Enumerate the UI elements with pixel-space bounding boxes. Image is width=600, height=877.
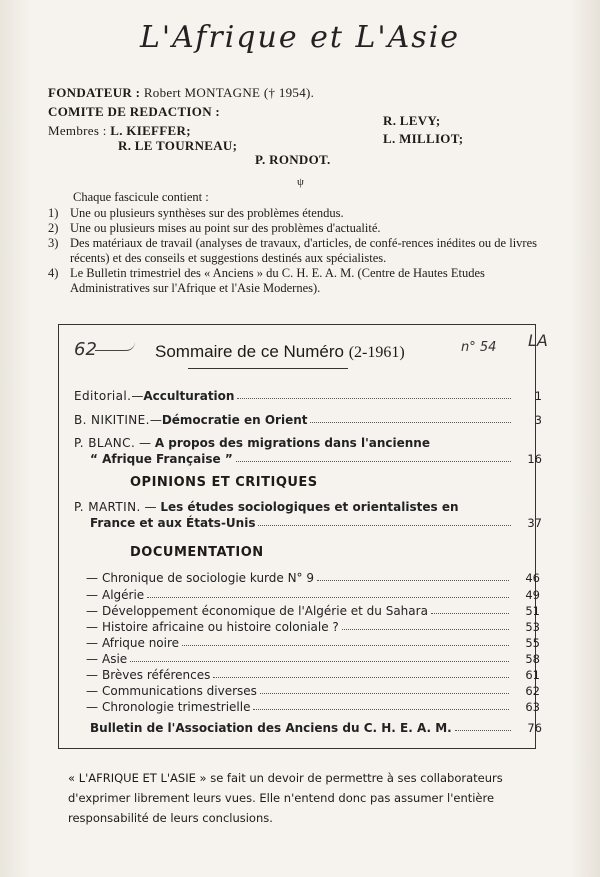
contents-item: 2) Une ou plusieurs mises au point sur des problèmes d'actualité. (48, 221, 381, 235)
section-opinions: OPINIONS ET CRITIQUES (130, 475, 318, 490)
toc-documentation-item: — Chronique de sociologie kurde N° 9 46 (86, 571, 540, 585)
toc-documentation-item: — Histoire africaine ou histoire coloniale ? 53 (86, 620, 540, 634)
toc-entry-bulletin: Bulletin de l'Association des Anciens du C. H. E. A. M. 76 (90, 721, 542, 735)
toc-entry-martin: P. MARTIN. — Les études sociologiques et orientalistes en (74, 500, 459, 514)
committee-label: COMITE DE REDACTION : (48, 104, 221, 119)
member-kieffer: L. KIEFFER; (110, 123, 191, 138)
section-documentation: DOCUMENTATION (130, 545, 264, 560)
toc-documentation-item: — Développement économique de l'Algérie et du Sahara 51 (86, 604, 540, 618)
toc-entry-nikitine: B. NIKITINE. — Démocratie en Orient 3 (74, 413, 542, 427)
summary-title: Sommaire de ce Numéro (2-1961) (155, 342, 405, 361)
toc-documentation-item: — Afrique noire 55 (86, 636, 540, 650)
summary-issue: (2-1961) (348, 344, 405, 361)
summary-underline (188, 368, 348, 369)
member-milliot: L. MILLIOT; (383, 131, 464, 146)
toc-documentation-item: — Algérie 49 (86, 588, 540, 602)
contents-intro: Chaque fascicule contient : (73, 190, 209, 204)
toc-entry-martin-cont: France et aux États-Unis 37 (90, 516, 542, 530)
members-line-1 (48, 123, 191, 139)
toc-documentation-item: — Brèves références 61 (86, 668, 540, 682)
founder-name: Robert MONTAGNE († 1954). (143, 85, 315, 100)
toc-documentation-item: — Communications diverses 62 (86, 684, 540, 698)
handwritten-stroke (95, 342, 135, 351)
founder-label: FONDATEUR : (48, 85, 141, 100)
toc-entry-blanc-cont: “ Afrique Française ” 16 (90, 452, 542, 466)
handwritten-issue-note: n° 54 (461, 340, 497, 355)
member-rondot: P. RONDOT. (255, 152, 331, 167)
ornament-icon: ψ (297, 176, 304, 188)
contents-item: 3) Des matériaux de travail (analyses de travaux, d'articles, de confé-rences inédites ou de livres récents) et des conseils et suggestions destinés aux spécialistes. (48, 236, 537, 265)
members-label: Membres : (48, 123, 107, 138)
handwritten-initials: LA (528, 331, 548, 350)
member-le-tourneau: R. LE TOURNEAU; (118, 138, 238, 153)
journal-title: L'Afrique et L'Asie (139, 20, 461, 55)
toc-documentation-item: — Chronologie trimestrielle 63 (86, 700, 540, 714)
footer-note: « L'AFRIQUE ET L'ASIE » se fait un devoir de permettre à ses collaborateurs d'exprimer librement leurs vues. Elle n'entend donc pas assumer l'entière responsabilité de leurs conclusions. (68, 771, 503, 825)
member-levy: R. LEVY; (383, 113, 441, 128)
toc-entry-blanc: P. BLANC. — A propos des migrations dans l'ancienne (74, 436, 430, 450)
contents-item: 1) Une ou plusieurs synthèses sur des problèmes étendus. (48, 206, 344, 220)
toc-documentation-item: — Asie 58 (86, 652, 540, 666)
contents-item: 4) Le Bulletin trimestriel des « Anciens » du C. H. E. A. M. (Centre de Hautes Etudes Administratives sur l'Afrique et l'Asie Modernes). (48, 266, 485, 295)
founder-line (48, 85, 314, 101)
toc-entry-editorial: Editorial. — Acculturation 1 (74, 389, 542, 403)
handwritten-number: 62 (74, 339, 97, 360)
contents-list (48, 206, 563, 296)
